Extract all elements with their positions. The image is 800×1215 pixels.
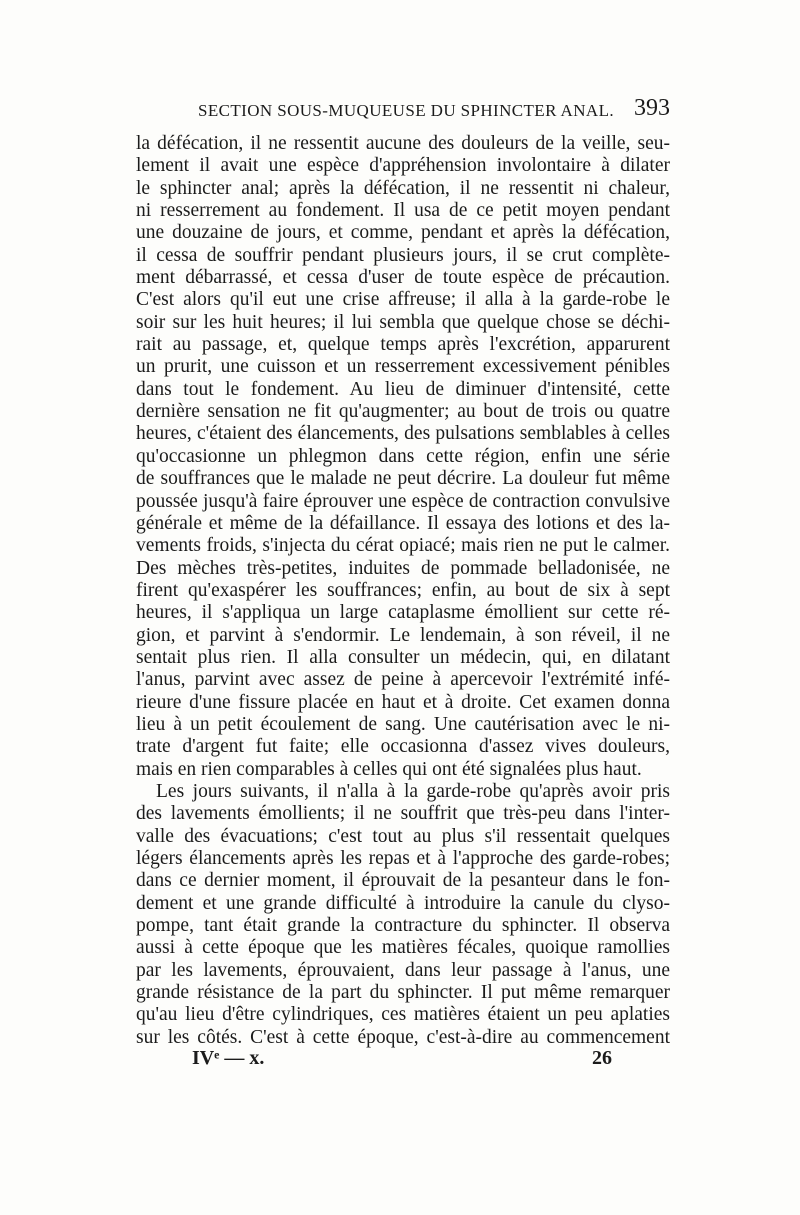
sheet-number: 26 xyxy=(592,1047,612,1069)
text-line: poussée jusqu'à faire éprouver une espèce de contraction convulsive xyxy=(136,490,670,512)
text-line: sur les côtés. C'est à cette époque, c'est-à-dire au commencement xyxy=(136,1026,670,1048)
text-line: légers élancements après les repas et à l'approche des garde-robes; xyxy=(136,848,670,869)
text-line: lieu à un petit écoulement de sang. Une cautérisation avec le ni- xyxy=(136,713,670,735)
text-line: rieure d'une fissure placée en haut et à droite. Cet examen donna xyxy=(136,691,670,713)
text-line: qu'au lieu d'être cylindriques, ces matières étaient un peu aplaties xyxy=(136,1004,670,1026)
text-line: soir sur les huit heures; il lui sembla que quelque chose se déchi- xyxy=(136,311,670,333)
text-line: heures, c'étaient des élancements, des pulsations semblables à celles xyxy=(136,423,670,445)
running-head xyxy=(136,95,670,125)
text-line: heures, il s'appliqua un large cataplasme émollient sur cette ré- xyxy=(136,602,670,624)
text-line: mais en rien comparables à celles qui ont été signalées plus haut. xyxy=(136,758,642,780)
text-line: il cessa de souffrir pendant plusieurs jours, il se crut complète- xyxy=(136,244,670,266)
text-line: valle des évacuations; c'est tout au plus s'il ressentait quelques xyxy=(136,825,670,847)
text-line: ment débarrassé, et cessa d'user de toute espèce de précaution. xyxy=(136,267,670,289)
text-line: l'anus, parvint avec assez de peine à apercevoir l'extrémité infé- xyxy=(136,669,670,691)
text-line: dernière sensation ne fit qu'augmenter; au bout de trois ou quatre xyxy=(136,401,670,423)
running-title: SECTION SOUS-MUQUEUSE DU SPHINCTER ANAL. xyxy=(198,101,614,120)
text-line: Les jours suivants, il n'alla à la garde-robe qu'après avoir pris xyxy=(156,780,670,802)
text-line: ni resserrement au fondement. Il usa de ce petit moyen pendant xyxy=(136,200,670,222)
text-line: trate d'argent fut faite; elle occasionna d'assez vives douleurs, xyxy=(136,736,670,758)
text-line: de souffrances que le malade ne peut décrire. La douleur fut même xyxy=(136,468,670,490)
text-line: gion, et parvint à s'endormir. Le lendemain, à son réveil, il ne xyxy=(136,624,670,646)
text-line: grande résistance de la part du sphincter. Il put même remarquer xyxy=(136,982,670,1004)
text-line: la défécation, il ne ressentit aucune des douleurs de la veille, seu- xyxy=(136,133,670,154)
text-line: lement il avait une espèce d'appréhension involontaire à dilater xyxy=(136,155,670,177)
text-line: par les lavements, éprouvaient, dans leur passage à l'anus, une xyxy=(136,959,670,981)
body-text xyxy=(136,133,670,1049)
text-line: C'est alors qu'il eut une crise affreuse; il alla à la garde-robe le xyxy=(136,289,670,311)
page-footer xyxy=(136,1047,670,1075)
text-line: un prurit, une cuisson et un resserrement excessivement pénibles xyxy=(136,356,670,378)
text-line: firent qu'exaspérer les souffrances; enfin, au bout de six à sept xyxy=(136,579,670,601)
text-line: pompe, tant était grande la contracture du sphincter. Il observa xyxy=(136,915,670,937)
text-line: dans ce dernier moment, il éprouvait de la pesanteur dans le fon- xyxy=(136,870,670,892)
text-line: sentait plus rien. Il alla consulter un médecin, qui, en dilatant xyxy=(136,646,670,668)
text-line: des lavements émollients; il ne souffrit que très-peu dans l'inter- xyxy=(136,803,670,825)
text-line: rait au passage, et, quelque temps après l'excrétion, apparurent xyxy=(136,334,670,356)
text-line: qu'occasionne un phlegmon dans cette région, enfin une série xyxy=(136,445,670,467)
signature-mark: IVᵉ — x. xyxy=(192,1047,265,1069)
text-line: aussi à cette époque que les matières fécales, quoique ramollies xyxy=(136,937,670,959)
text-line: dans tout le fondement. Au lieu de diminuer d'intensité, cette xyxy=(136,378,670,400)
page-number: 393 xyxy=(634,95,670,121)
text-line: le sphincter anal; après la défécation, il ne ressentit ni chaleur, xyxy=(136,177,670,199)
text-line: dement et une grande difficulté à introduire la canule du clyso- xyxy=(136,892,670,914)
text-line: une douzaine de jours, et comme, pendant et après la défécation, xyxy=(136,222,670,244)
text-line: vements froids, s'injecta du cérat opiacé; mais rien ne put le calmer. xyxy=(136,535,670,557)
text-line: générale et même de la défaillance. Il essaya des lotions et des la- xyxy=(136,512,670,534)
text-line: Des mèches très-petites, induites de pommade belladonisée, ne xyxy=(136,557,670,579)
